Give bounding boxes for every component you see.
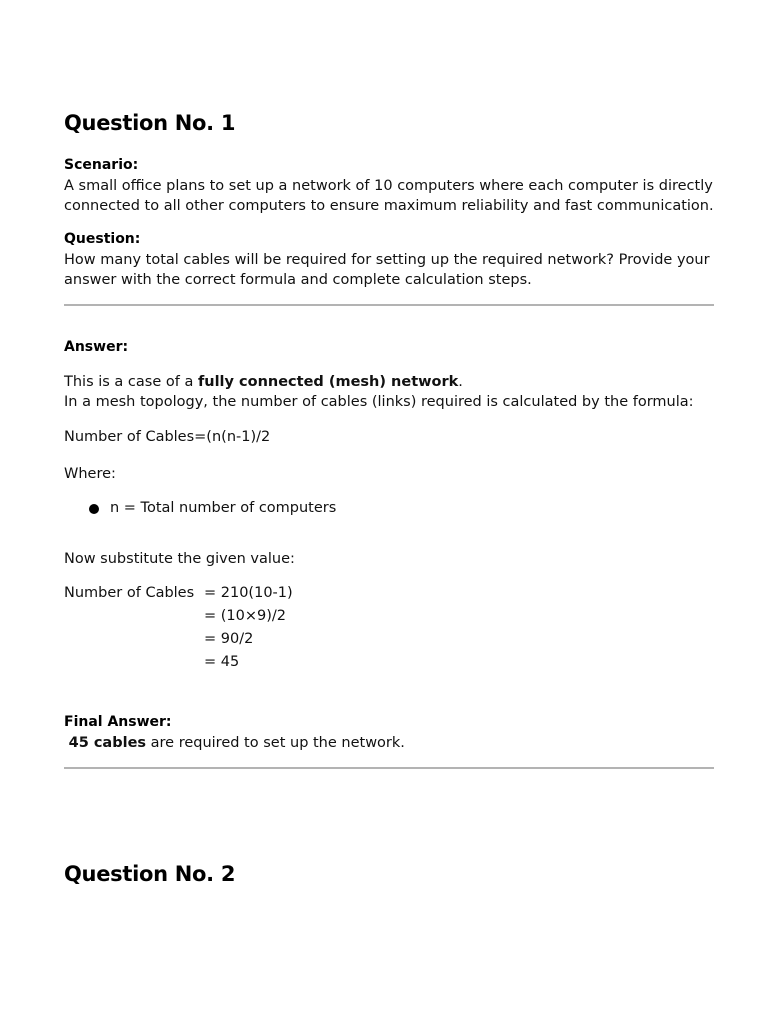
- question-label: Question:: [64, 231, 141, 247]
- calc-step: = 210(10-1): [204, 585, 293, 601]
- question-line-1: How many total cables will be required for setting up the required network? Provide your: [64, 252, 710, 268]
- scenario-line-2: connected to all other computers to ensure maximum reliability and fast communication.: [64, 198, 714, 214]
- answer-intro-suffix: .: [458, 374, 463, 390]
- calc-step: = 90/2: [204, 631, 254, 647]
- answer-intro-prefix: This is a case of a: [64, 374, 198, 390]
- formula: Number of Cables=(n(n-1)/2: [64, 429, 271, 445]
- calc-step: = (10×9)/2: [204, 608, 287, 624]
- answer-intro: [64, 372, 463, 392]
- final-answer-rest: are required to set up the network.: [146, 735, 405, 751]
- question-line-2: answer with the correct formula and complete calculation steps.: [64, 272, 532, 288]
- divider: [64, 304, 714, 306]
- answer-intro-bold: fully connected (mesh) network: [197, 374, 459, 390]
- scenario-line-1: A small office plans to set up a network of 10 computers where each computer is directly: [64, 178, 713, 194]
- where-label: Where:: [64, 466, 116, 482]
- calc-step: = 45: [204, 654, 240, 670]
- substitute-label: Now substitute the given value:: [64, 551, 295, 567]
- divider: [64, 767, 714, 769]
- answer-intro-line-2: In a mesh topology, the number of cables (links) required is calculated by the formula:: [64, 394, 694, 410]
- final-answer-label: Final Answer:: [64, 714, 172, 730]
- question-1-title: Question No. 1: [64, 111, 236, 135]
- final-answer-bold: 45 cables: [68, 735, 147, 751]
- calc-label: Number of Cables: [64, 585, 195, 601]
- bullet-item: n = Total number of computers: [110, 500, 337, 516]
- final-answer-text: [64, 733, 405, 753]
- answer-label: Answer:: [64, 339, 129, 355]
- scenario-label: Scenario:: [64, 157, 139, 173]
- bullet-dot-icon: [89, 504, 99, 514]
- question-2-title: Question No. 2: [64, 862, 236, 886]
